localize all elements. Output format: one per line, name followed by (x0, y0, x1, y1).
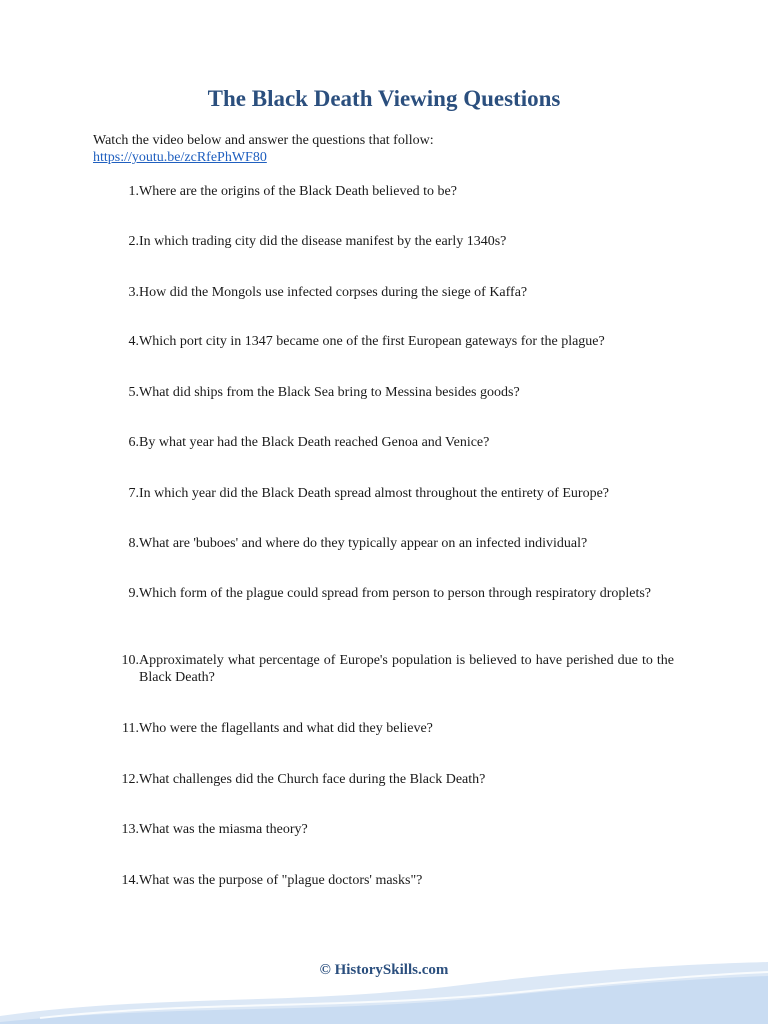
question-item (111, 585, 674, 602)
question-text: Which form of the plague could spread from person to person through respiratory droplets? (139, 586, 652, 601)
question-item (111, 284, 674, 301)
question-number: 12. (121, 772, 139, 787)
question-item (111, 434, 674, 451)
instruction-text: Watch the video below and answer the questions that follow: (93, 133, 434, 148)
question-item (111, 183, 674, 200)
question-item (111, 535, 674, 552)
video-link[interactable]: https://youtu.be/zcRfePhWF80 (93, 150, 267, 165)
footer-copyright: © HistorySkills.com (319, 962, 449, 978)
question-item (111, 652, 674, 686)
question-number: 7. (128, 486, 139, 501)
question-number: 4. (128, 334, 139, 349)
question-number: 1. (128, 184, 139, 199)
question-number: 9. (128, 586, 139, 601)
question-item (111, 233, 674, 250)
question-text: Which port city in 1347 became one of the first European gateways for the plague? (139, 334, 605, 349)
page-title: The Black Death Viewing Questions (207, 86, 561, 111)
question-item (111, 720, 674, 737)
question-number: 14. (121, 873, 139, 888)
question-text: What did ships from the Black Sea bring to Messina besides goods? (139, 385, 520, 400)
question-item (111, 872, 674, 889)
question-number: 2. (128, 234, 139, 249)
question-text: By what year had the Black Death reached Genoa and Venice? (139, 435, 490, 450)
question-number: 13. (121, 822, 139, 837)
question-number: 6. (128, 435, 139, 450)
question-number: 8. (128, 536, 139, 551)
question-item (111, 333, 674, 350)
question-text: In which trading city did the disease manifest by the early 1340s? (139, 234, 507, 249)
question-text: How did the Mongols use infected corpses during the siege of Kaffa? (139, 285, 528, 300)
question-text: What was the miasma theory? (139, 822, 308, 837)
question-text: Approximately what percentage of Europe's population is believed to have perished due to the Black Death? (139, 653, 674, 685)
question-number: 3. (128, 285, 139, 300)
intro (93, 132, 434, 166)
question-text: What are 'buboes' and where do they typically appear on an infected individual? (139, 536, 588, 551)
footer-wave-decoration (0, 934, 768, 1024)
question-number: 10. (121, 653, 139, 668)
question-text: Where are the origins of the Black Death believed to be? (139, 184, 457, 199)
question-text: Who were the flagellants and what did they believe? (139, 721, 433, 736)
question-item (111, 771, 674, 788)
question-item (111, 821, 674, 838)
question-number: 11. (122, 721, 139, 736)
question-item (111, 384, 674, 401)
question-number: 5. (128, 385, 139, 400)
question-item (111, 485, 674, 502)
question-text: What challenges did the Church face during the Black Death? (139, 772, 486, 787)
question-text: What was the purpose of "plague doctors' masks"? (139, 873, 423, 888)
question-text: In which year did the Black Death spread almost throughout the entirety of Europe? (139, 486, 610, 501)
